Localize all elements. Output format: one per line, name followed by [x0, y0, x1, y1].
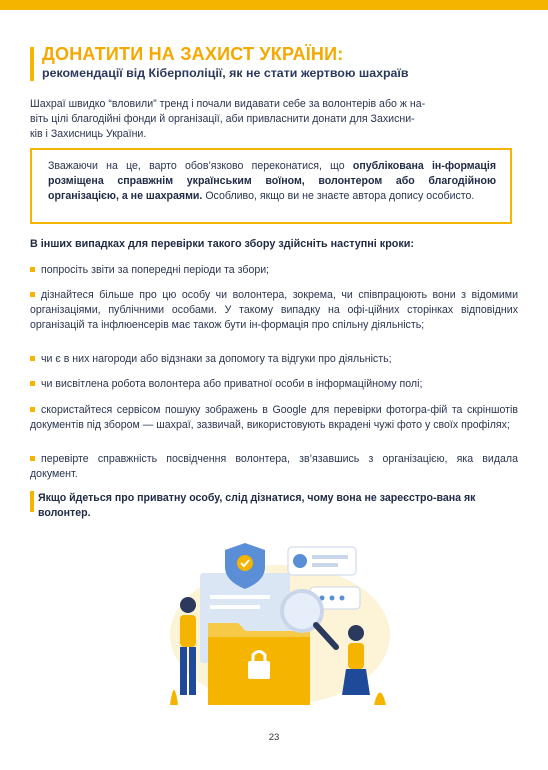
step-item: [30, 377, 518, 392]
page-number: 23: [268, 732, 280, 743]
callout-box: [30, 148, 512, 224]
step-text: перевірте справжність посвідчення волонтера, зв’язавшись з організацією, яка видала документ.: [30, 453, 518, 480]
document-line: [210, 605, 260, 609]
step-item: [30, 352, 518, 367]
intro-line: Шахраї швидко “вловили” тренд і почали видавати себе за волонтерів або ж на-: [30, 98, 426, 110]
step-text: чи є в них нагороди або відзнаки за допомогу та відгуки про діяльність;: [41, 353, 392, 365]
step-item: [30, 403, 518, 433]
step-text: скористайтеся сервісом пошуку зображень в Google для перевірки фотогра-фій та скріншотів документів під збором — шахраї, зазвичай, використовують вкрадені чужі фото у своїх профілях;: [30, 404, 518, 431]
title-accent-bar: [30, 47, 34, 81]
step-text: дізнайтеся більше про цю особу чи волонтера, зокрема, чи співпрацюють вони з відомими організаціями, публічними особами. У такому випадку на офі-ційних сторінках відповідних організацій та інфлюенсерів має також бути ін-формація про спільну діяльність;: [30, 289, 518, 331]
bullet-icon: [30, 456, 35, 461]
plant-icon: [170, 690, 178, 705]
padlock-icon: [248, 661, 270, 679]
step-text: попросіть звіти за попередні періоди та збори;: [41, 264, 270, 276]
bullet-icon: [30, 381, 35, 386]
step-item: [30, 452, 518, 482]
bullet-icon: [30, 407, 35, 412]
check-icon: [237, 555, 253, 571]
woman-figure: [348, 625, 364, 641]
verification-illustration: [160, 535, 400, 713]
callout-bold-text: опублікована ін-формація розміщена справжнім українським воїном, волонтером або благодійною організацією, а не шахраями.: [48, 160, 497, 202]
callout-text-end: Особливо, якщо ви не знаєте автора допису особисто.: [202, 190, 475, 202]
warning-text: Якщо йдеться про приватну особу, слід дізнатися, чому вона не зареєстро-вана як волонтер.: [38, 492, 476, 519]
top-accent-bar: [0, 0, 548, 10]
bullet-icon: [30, 267, 35, 272]
intro-paragraph: [30, 97, 518, 142]
intro-line: віть цілі благодійні фонди й організації, аби привласнити донати для Захисни-: [30, 113, 415, 125]
bullet-icon: [30, 292, 35, 297]
page-subtitle: рекомендації від Кіберполіції, як не стати жертвою шахраїв: [42, 66, 409, 80]
plant-icon: [374, 693, 386, 706]
document-line: [210, 595, 270, 599]
page-title: ДОНАТИТИ НА ЗАХИСТ УКРАЇНИ:: [42, 44, 344, 64]
step-item: [30, 288, 518, 333]
intro-line: ків і Захисниць України.: [30, 128, 147, 140]
steps-heading: В інших випадках для перевірки такого збору здійсніть наступні кроки:: [30, 238, 415, 250]
step-item: [30, 263, 518, 278]
callout-text: Зважаючи на це, варто обов’язково переконатися, що: [48, 160, 353, 172]
warning-accent-bar: [30, 491, 34, 512]
man-figure: [180, 597, 196, 613]
step-text: чи висвітлена робота волонтера або приватної особи в інформаційному полі;: [41, 378, 423, 390]
avatar-icon: [293, 554, 307, 568]
bullet-icon: [30, 356, 35, 361]
